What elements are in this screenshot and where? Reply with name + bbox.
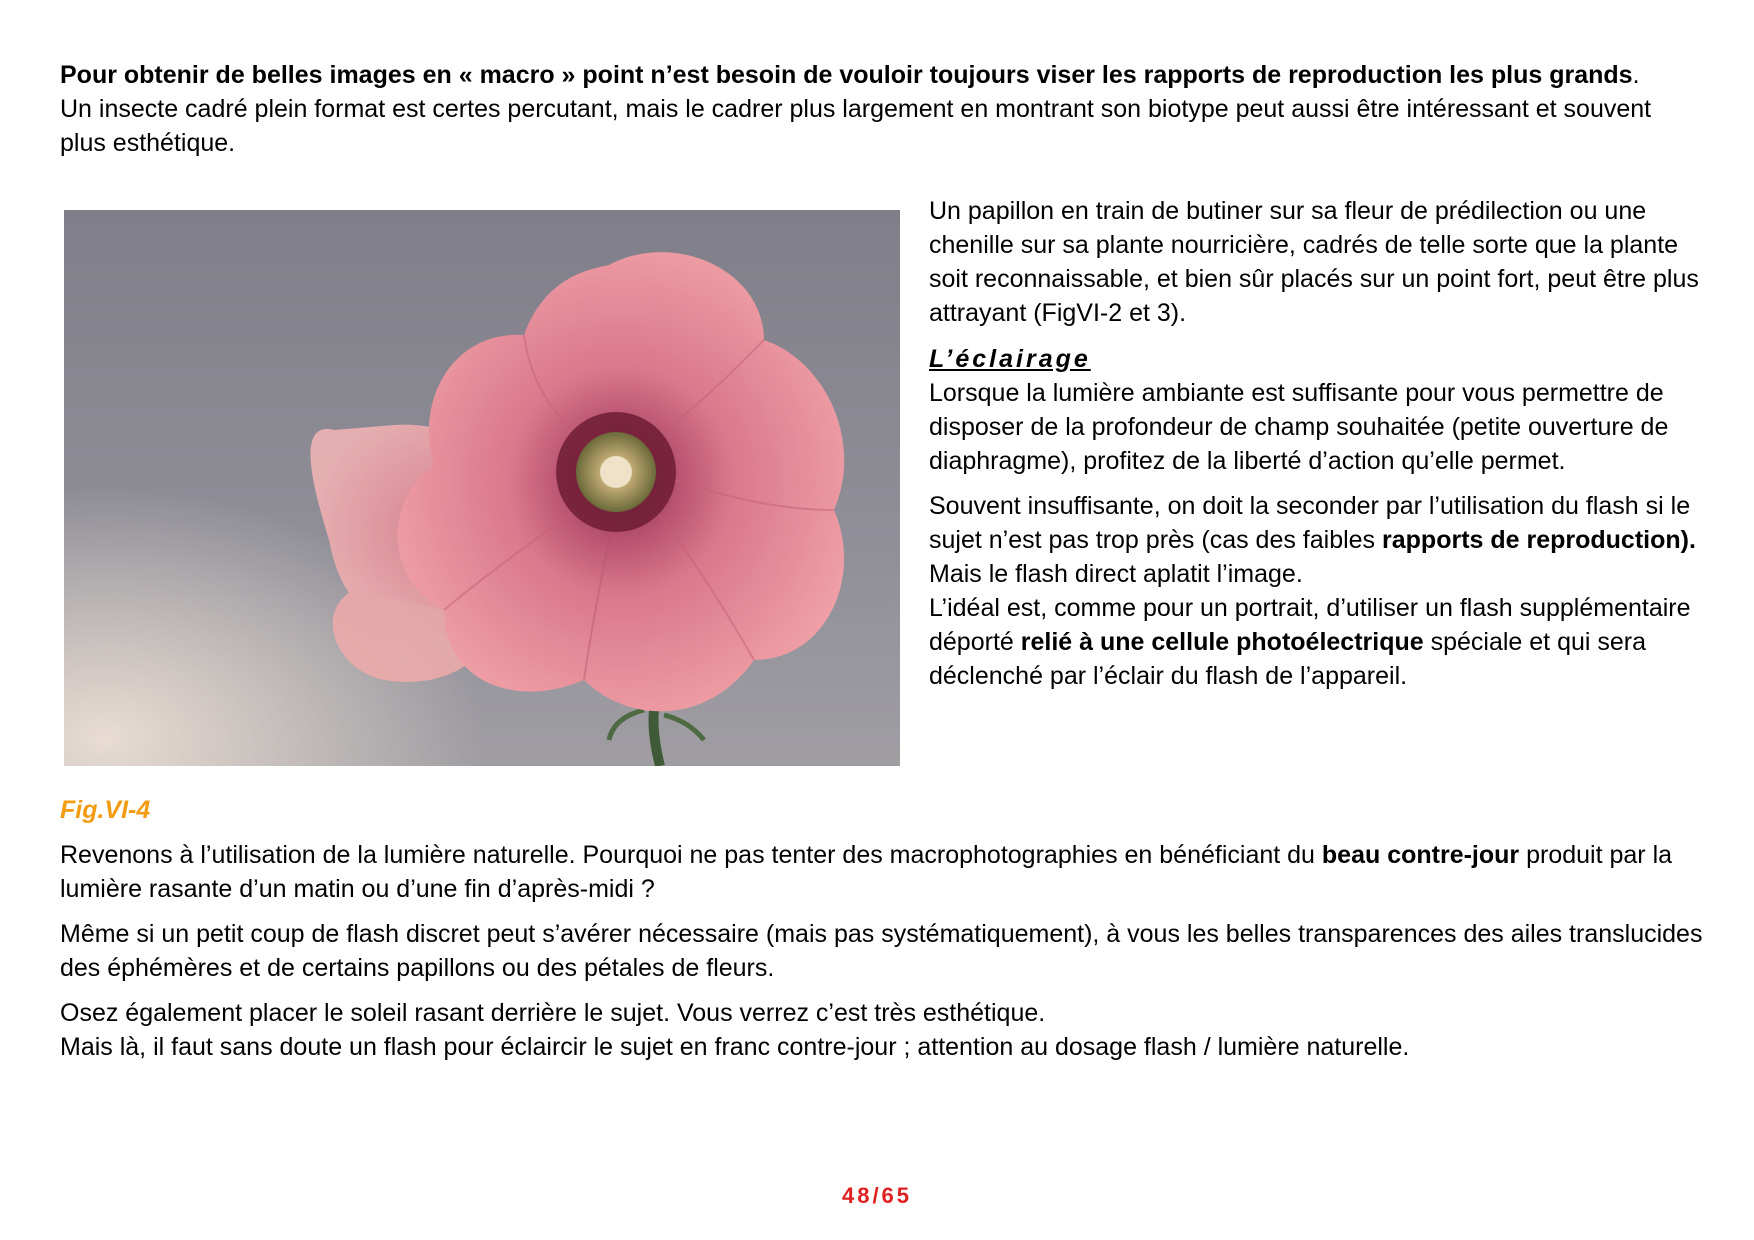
intro-period: . — [1632, 61, 1640, 89]
intro-second-paragraph: Un insecte cadré plein format est certes percutant, mais le cadrer plus largement en montrant son biotype peut aussi être intéressant et souvent plus esthétique. — [60, 95, 1652, 157]
natural-light-bold: beau contre-jour — [1321, 841, 1520, 869]
flash-paragraph-bold: rapports de reproduction). — [1382, 526, 1696, 554]
natural-light-end: produit par la lumière rasante d’un matin ou d’une fin d’après-midi ? — [60, 841, 1673, 903]
flash-paragraph-text: Souvent insuffisante, on doit la seconder par l’utilisation du flash si le sujet n’est pas trop près (cas des faibles — [929, 492, 1691, 554]
sun-behind-subject-line: Osez également placer le soleil rasant derrière le sujet. Vous verrez c’est très esthétique. — [60, 999, 1046, 1027]
natural-light-paragraph — [60, 838, 1710, 906]
flash-transparency-paragraph: Même si un petit coup de flash discret peut s’avérer nécessaire (mais pas systématiquement), à vous les belles transparences des ailes translucides des éphémères et de certains papillons ou des pétales de fleurs. — [60, 920, 1703, 982]
page-number: 48/65 — [841, 1183, 913, 1208]
butterfly-paragraph: Un papillon en train de butiner sur sa fleur de prédilection ou une chenille sur sa plante nourricière, cadrés de telle sorte que la plante soit reconnaissable, et bien sûr placés sur un point fort, peut être plus attrayant (FigVI-2 et 3). — [929, 197, 1699, 327]
section-heading-lighting: L’éclairage — [929, 345, 1091, 373]
ideal-flash-text: L’idéal est, comme pour un portrait, d’utiliser un flash supplémentaire déporté — [929, 594, 1691, 656]
natural-light-text: Revenons à l’utilisation de la lumière naturelle. Pourquoi ne pas tenter des macrophotographies en bénéficiant du — [60, 841, 1322, 869]
ambient-light-paragraph: Lorsque la lumière ambiante est suffisante pour vous permettre de disposer de la profondeur de champ souhaitée (petite ouverture de diaphragme), profitez de la liberté d’action qu’elle permet. — [929, 379, 1669, 475]
ideal-flash-bold: relié à une cellule photoélectrique — [1020, 628, 1424, 656]
intro-text — [60, 58, 1700, 160]
direct-flash-line: Mais le flash direct aplatit l’image. — [929, 560, 1303, 588]
bottom-text — [60, 838, 1710, 1064]
ideal-flash-end: spéciale et qui sera déclenché par l’éclair du flash de l’appareil. — [929, 628, 1647, 690]
flash-paragraph — [929, 489, 1709, 557]
figure-caption: Fig.VI-4 — [60, 796, 151, 824]
intro-bold-statement: Pour obtenir de belles images en « macro » point n’est besoin de vouloir toujours viser les rapports de reproduction les plus grands — [60, 61, 1633, 89]
hollyhock-flower-photo — [64, 210, 900, 766]
ideal-flash-paragraph — [929, 591, 1709, 693]
fill-flash-line: Mais là, il faut sans doute un flash pour éclaircir le sujet en franc contre-jour ; attention au dosage flash / lumière naturelle. — [60, 1033, 1410, 1061]
right-column — [929, 194, 1709, 693]
